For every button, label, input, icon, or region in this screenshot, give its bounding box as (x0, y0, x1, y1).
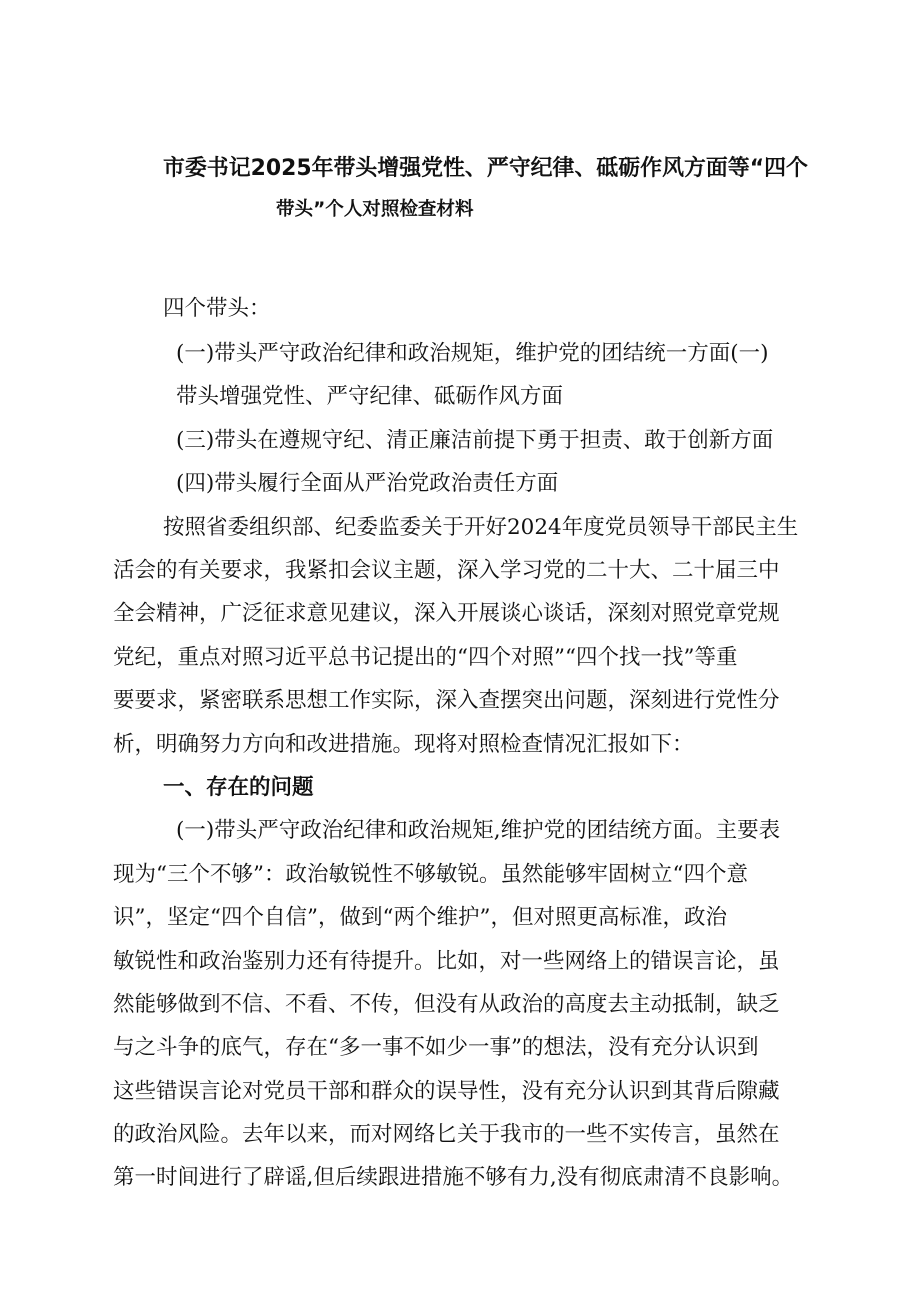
document-title-line-1: 市委书记2025年带头增强党性、严守纪律、砥砺作风方面等“四个 (163, 156, 808, 181)
paragraph-line: 然能够做到不信、不看、不传，但没有从政治的高度去主动抵制，缺乏 (113, 992, 780, 1017)
paragraph-line: (一)带头严守政治纪律和政治规矩,维护党的团结统方面。主要表 (176, 818, 781, 843)
paragraph-line: 与之斗争的底气，存在“多一事不如少一事”的想法，没有充分认识到 (113, 1035, 759, 1060)
list-item: (四)带头履行全面从严治党政治责任方面 (176, 471, 559, 496)
paragraph-line: 识”，坚定“四个自信”，做到“两个维护”，但对照更高标准，政治 (113, 905, 727, 930)
paragraph-line: 党纪，重点对照习近平总书记提出的“四个对照”“四个找一找”等重 (113, 645, 738, 670)
document-title-line-2: 带头”个人对照检查材料 (276, 199, 474, 220)
list-item: (三)带头在遵规守纪、清正廉洁前提下勇于担责、敢于创新方面 (176, 428, 774, 453)
paragraph-line: 要要求，紧密联系思想工作实际，深入查摆突出问题，深刻进行党性分 (113, 688, 780, 713)
section-heading: 一、存在的问题 (163, 775, 314, 800)
paragraph-line: 按照省委组织部、纪委监委关于开好2024年度党员领导干部民主生 (163, 515, 799, 540)
paragraph-line: 敏锐性和政治鉴别力还有待提升。比如，对一些网络上的错误言论，虽 (113, 949, 780, 974)
paragraph-line: 的政治风险。去年以来，而对网络匕关于我市的一些不实传言，虽然在 (113, 1122, 780, 1147)
paragraph-line: 第一时间进行了辟谣,但后续跟进措施不够有力,没有彻底肃清不良影响。 (113, 1165, 794, 1190)
list-item: (一)带头严守政治纪律和政治规矩，维护党的团结统一方面(一) (176, 341, 769, 366)
paragraph-line: 全会精神，广泛征求意见建议，深入开展谈心谈话，深刻对照党章党规 (113, 601, 780, 626)
section-label: 四个带头： (163, 296, 271, 321)
paragraph-line: 这些错误言论对党员干部和群众的误导性，没有充分认识到其背后隙藏 (113, 1079, 780, 1104)
paragraph-line: 活会的有关要求，我紧扣会议主题，深入学习党的二十大、二十届三中 (113, 558, 780, 583)
paragraph-line: 析，明确努力方向和改进措施。现将对照检查情况汇报如下： (113, 732, 694, 757)
list-item-continuation: 带头增强党性、严守纪律、砥砺作风方面 (176, 384, 564, 409)
paragraph-line: 现为“三个不够”：政治敏锐性不够敏锐。虽然能够牢固树立“四个意 (113, 862, 748, 887)
